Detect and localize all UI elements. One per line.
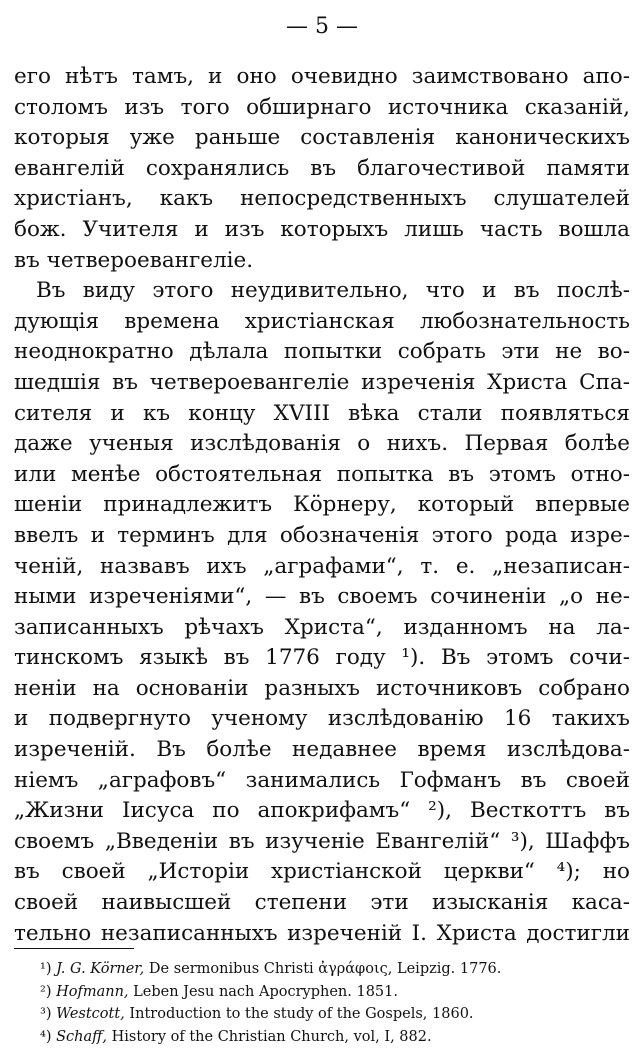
text-line: ніемъ „аграфовъ“ занимались Гофманъ въ своей xyxy=(14,767,630,793)
footnote-author: J. G. Körner, xyxy=(56,961,145,977)
footnote-marker: ²) xyxy=(40,983,52,1000)
footnote-author: Hofmann, xyxy=(56,983,129,1000)
text-line: шедшія въ четвероевангеліе изреченія Христа Спа- xyxy=(14,369,630,395)
footnote-text: Leben Jesu nach Apocryphen. 1851. xyxy=(133,983,398,1000)
text-line: неніи на основаніи разныхъ источниковъ собрано xyxy=(14,675,630,701)
footnote-divider xyxy=(14,948,134,949)
text-line: своей наивысшей степени эти изысканія каса- xyxy=(14,890,630,916)
text-line: и подвергнуто ученому изслѣдованію 16 такихъ xyxy=(14,706,630,732)
footnote-text: History of the Christian Church, vol, I, 882. xyxy=(111,1028,432,1045)
text-line: его нѣтъ тамъ, и оно очевидно заимствовано апо- xyxy=(14,64,630,89)
footnote-1 xyxy=(40,958,620,981)
footnote-marker: ¹) xyxy=(40,961,52,977)
body-text xyxy=(14,62,630,949)
text-line: или менѣе обстоятельная попытка въ этомъ отно- xyxy=(14,461,630,487)
footnotes xyxy=(40,958,620,1048)
footnote-4 xyxy=(40,1026,620,1049)
text-line: которыя уже раньше составленія каноническихъ xyxy=(14,125,630,151)
footnote-text: Introduction to the study of the Gospels, 1860. xyxy=(129,1006,474,1022)
text-line: записанныхъ рѣчахъ Христа“, изданномъ на ла- xyxy=(14,614,630,640)
footnote-author: Schaff, xyxy=(56,1028,108,1045)
text-line: бож. Учителя и изъ которыхъ лишь часть вошла xyxy=(14,216,630,242)
text-line: своемъ „Введеніи въ изученіе Евангелій“ ³), Шаффъ xyxy=(14,828,630,854)
text-line: въ четвероевангеліе. xyxy=(14,247,254,273)
footnote-marker: ⁴) xyxy=(40,1028,52,1045)
footnote-author: Westcott, xyxy=(56,1006,125,1022)
text-line: „Жизни Іисуса по апокрифамъ“ ²), Весткоттъ въ xyxy=(14,798,630,824)
footnote-3 xyxy=(40,1003,620,1026)
text-line: ввелъ и терминъ для обозначенія этого рода изре- xyxy=(14,522,630,548)
text-line: шеніи принадлежитъ Кöрнеру, который впервые xyxy=(14,492,630,518)
text-line: столомъ изъ того обширнаго источника сказаній, xyxy=(14,94,630,120)
text-line: евангелій сохранялись въ благочестивой памяти xyxy=(14,155,630,181)
footnote-2 xyxy=(40,981,620,1004)
paragraph-1 xyxy=(14,62,630,276)
text-line: ченій, назвавъ ихъ „аграфами“, т. е. „незаписан- xyxy=(14,553,630,579)
footnote-marker: ³) xyxy=(40,1006,52,1022)
text-line: неоднократно дѣлала попытки собрать эти не во- xyxy=(14,339,630,365)
text-line: дующія времена христіанская любознательность xyxy=(14,308,630,334)
text-line: тельно незаписанныхъ изреченій І. Христа достигли xyxy=(14,920,630,946)
text-line: тинскомъ языкѣ въ 1776 году ¹). Въ этомъ сочи- xyxy=(14,645,630,671)
text-line: даже ученыя изслѣдованія о нихъ. Первая болѣе xyxy=(14,431,630,457)
text-line: въ своей „Исторіи христіанской церкви“ ⁴); но xyxy=(14,859,630,885)
page-number: — 5 — xyxy=(286,14,358,39)
text-line: изреченій. Въ болѣе недавнее время изслѣдова- xyxy=(14,737,630,763)
paragraph-2 xyxy=(14,276,630,949)
text-line: сителя и къ концу XVIII вѣка стали появляться xyxy=(14,400,630,426)
text-line: Въ виду этого неудивительно, что и въ послѣ- xyxy=(36,278,630,304)
text-line: христіанъ, какъ непосредственныхъ слушателей xyxy=(14,186,630,212)
text-line: ными изреченіями“, — въ своемъ сочиненіи „о не- xyxy=(14,584,630,610)
footnote-text: De sermonibus Christi ἀγράφοις, Leipzig. 1776. xyxy=(148,961,502,977)
